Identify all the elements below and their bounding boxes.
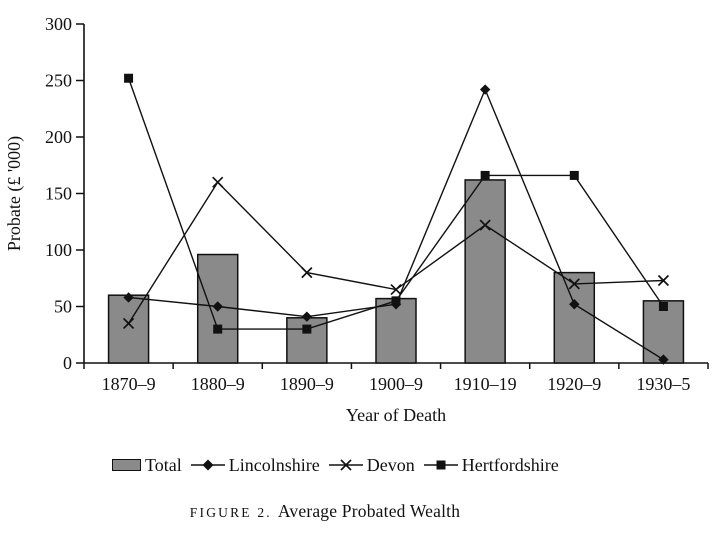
x-category-label: 1920–9: [547, 374, 602, 394]
legend-label-lincolnshire: Lincolnshire: [228, 454, 320, 475]
y-tick-label: 300: [45, 14, 72, 34]
legend-label-hertfordshire: Hertfordshire: [461, 454, 559, 475]
total-bar-swatch-icon: [112, 459, 141, 471]
marker-square: [124, 74, 133, 83]
marker-square: [481, 171, 490, 180]
chart-legend: [112, 454, 559, 476]
figure-caption-title: Average Probated Wealth: [277, 501, 461, 521]
x-category-label: 1870–9: [101, 374, 156, 394]
y-tick-label: 100: [45, 240, 72, 260]
y-tick-label: 50: [54, 296, 72, 317]
x-category-label: 1880–9: [190, 374, 245, 394]
legend-label-devon: Devon: [366, 454, 415, 475]
y-tick-label: 250: [45, 70, 72, 91]
x-category-label: 1900–9: [369, 374, 423, 394]
legend-item-devon: [329, 455, 415, 476]
y-tick-label: 0: [63, 353, 72, 373]
x-category-label: 1930–5: [636, 374, 691, 394]
legend-item-hertfordshire: [424, 455, 559, 476]
x-axis-title: Year of Death: [345, 405, 447, 425]
legend-item-lincolnshire: [191, 455, 320, 476]
y-axis-title: Probate (£ '000): [4, 135, 24, 252]
x-category-label: 1890–9: [279, 374, 334, 394]
marker-square: [392, 296, 401, 305]
bar-total: [465, 180, 505, 363]
x-category-label: 1910–19: [453, 374, 517, 394]
y-tick-label: 150: [45, 183, 72, 204]
bar-total: [109, 295, 149, 363]
marker-square: [659, 302, 668, 311]
square-marker-icon: [424, 458, 458, 472]
y-tick-label: 200: [45, 127, 72, 147]
x-marker-icon: [329, 458, 363, 472]
bar-total: [554, 273, 594, 363]
marker-diamond: [480, 84, 490, 94]
legend-label-total: Total: [145, 454, 182, 475]
legend-item-total: [112, 455, 182, 476]
figure-caption-number: FIGURE 2.: [189, 505, 272, 520]
diamond-marker-icon: [191, 458, 225, 472]
marker-square: [302, 325, 311, 334]
figure-caption: [0, 501, 650, 522]
marker-square: [213, 325, 222, 334]
marker-square: [570, 171, 579, 180]
